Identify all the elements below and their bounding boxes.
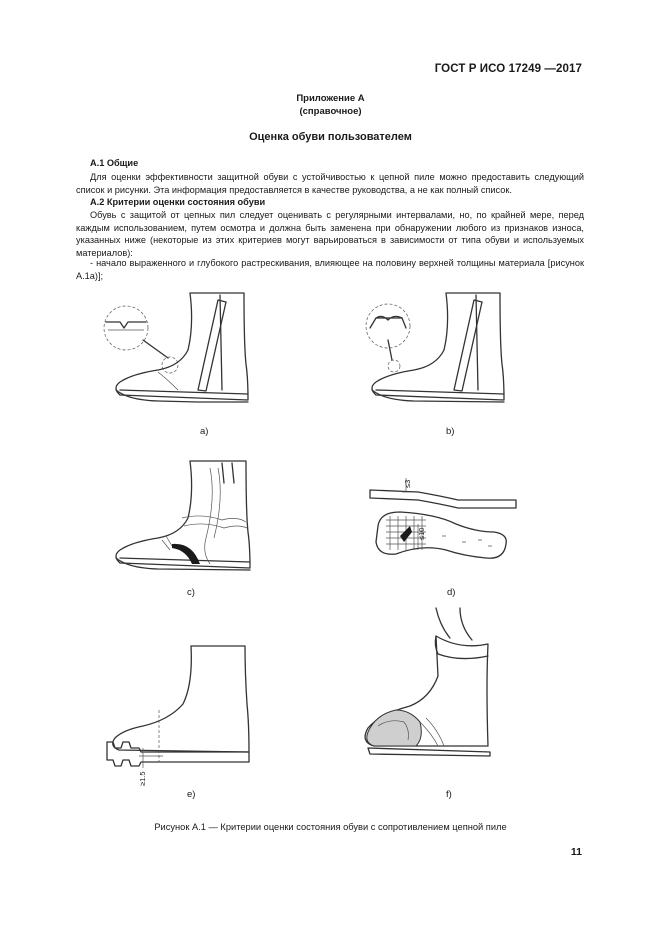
dim-d1-label: ≤3 xyxy=(403,479,412,488)
figure-a-boot xyxy=(98,290,268,415)
annex-main-title: Оценка обуви пользователем xyxy=(249,131,412,143)
standard-number: ГОСТ Р ИСО 17249 —2017 xyxy=(434,63,582,75)
annex-type: (справочное) xyxy=(299,106,362,117)
annex-title: Приложение А xyxy=(296,93,365,104)
figure-d-sole xyxy=(366,474,516,584)
section-a2-item: - начало выраженного и глубокого растрескивания, влияющее на половину верхней толщины материала [рисунок А.1а)]; xyxy=(76,258,584,281)
figure-a-label: a) xyxy=(200,426,209,437)
section-a1-text: Для оценки эффективности защитной обуви с устойчивостью к цепной пиле можно предоставить следующий список и рисунки. Эта информация предоставляется в качестве руководства, а не как полный список. xyxy=(76,172,584,195)
figure-b-label: b) xyxy=(446,426,455,437)
dim-e-label: ≥1.5 xyxy=(138,771,147,786)
figure-d-label: d) xyxy=(447,587,456,598)
figure-f-label: f) xyxy=(446,789,452,800)
annex-heading xyxy=(0,92,661,118)
section-a2-text: Обувь с защитой от цепных пил следует оценивать с регулярными интервалами, но, по крайней мере, перед каждым использованием, путем осмотра и должна быть заменена при обнаружении любого из признаков износа, указанных ниже (некоторые из этих критериев могут варьироваться в зависимости от типа обуви и используемых материалов): xyxy=(76,210,584,258)
figure-caption: Рисунок А.1 — Критерии оценки состояния обуви с сопротивлением цепной пиле xyxy=(154,822,507,832)
figure-b-boot xyxy=(362,290,512,415)
figure-f-boot xyxy=(360,606,510,761)
figure-c-boot xyxy=(112,458,262,580)
figure-e-boot xyxy=(103,644,263,789)
page-number: 11 xyxy=(570,846,582,858)
section-a1-heading: А.1 Общие xyxy=(90,158,139,168)
dim-d2-label: ≤10 xyxy=(417,527,426,540)
figure-e-label: e) xyxy=(187,789,196,800)
section-a2-heading: А.2 Критерии оценки состояния обуви xyxy=(90,197,266,207)
figure-c-label: c) xyxy=(187,587,195,598)
